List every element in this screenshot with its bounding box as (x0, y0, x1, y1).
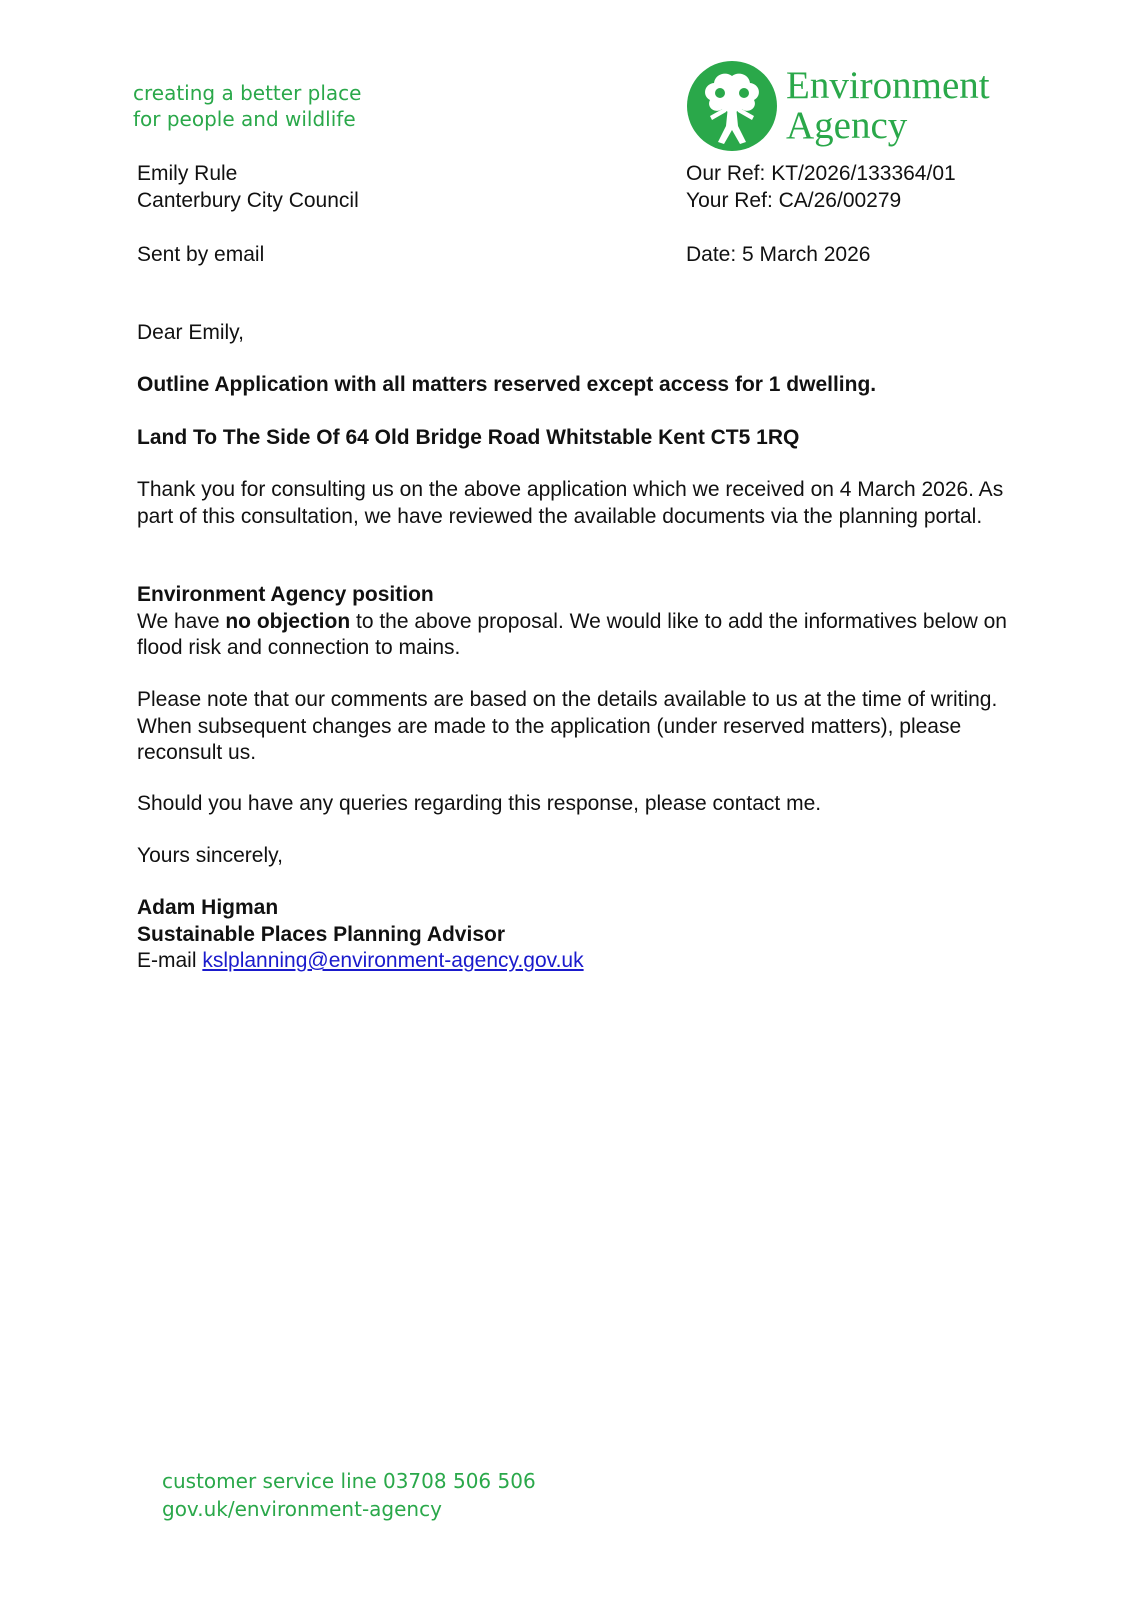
email-link[interactable]: kslplanning@environment-agency.gov.uk (202, 949, 584, 972)
references (686, 160, 956, 214)
subject-line-1: Outline Application with all matters reserved except access for 1 dwelling. (137, 373, 877, 396)
position-section (137, 582, 1017, 662)
your-ref: Your Ref: CA/26/00279 (686, 189, 902, 212)
footer (162, 1467, 536, 1523)
customer-service-line: customer service line 03708 506 506 (162, 1469, 536, 1493)
position-heading: Environment Agency position (137, 583, 434, 606)
delivery-method: Sent by email (137, 243, 265, 266)
logo-wordmark (786, 66, 990, 146)
position-text-post: to the above proposal. We would like to add the informatives below on flood risk and connection to mains. (137, 609, 1007, 659)
subject-line-2: Land To The Side Of 64 Old Bridge Road Whitstable Kent CT5 1RQ (137, 426, 800, 449)
recipient-name: Emily Rule (137, 162, 238, 185)
recipient-address (137, 160, 359, 214)
email-line (137, 948, 1017, 975)
signatory-title: Sustainable Places Planning Advisor (137, 922, 506, 946)
logo-line-1: Environment (786, 64, 990, 107)
tagline-line-1: creating a better place (133, 81, 362, 105)
tagline-line-2: for people and wildlife (133, 107, 356, 131)
paragraph-reserved-matters: Please note that our comments are based on the details available to us at the time of writing. When subsequent changes are made to the application (under reserved matters), please reconsult us. (137, 688, 998, 764)
paragraph-consultation: Thank you for consulting us on the above application which we received on 4 March 2026. As part of this consultation, we have reviewed the available documents via the planning portal. (137, 478, 1004, 528)
recipient-org: Canterbury City Council (137, 189, 359, 212)
logo-line-2: Agency (786, 104, 908, 147)
signatory-name: Adam Higman (137, 896, 279, 919)
footer-website: gov.uk/environment-agency (162, 1497, 442, 1521)
tree-person-icon (686, 60, 778, 152)
no-objection: no objection (225, 609, 351, 633)
our-ref: Our Ref: KT/2026/133364/01 (686, 162, 956, 185)
salutation: Dear Emily, (137, 321, 244, 344)
position-text-pre: We have (137, 609, 226, 633)
closing: Yours sincerely, (137, 844, 283, 867)
tagline (133, 80, 361, 132)
letter-date: Date: 5 March 2026 (686, 243, 871, 266)
signature-block (137, 895, 1017, 975)
email-label: E-mail (137, 949, 203, 972)
position-text (137, 609, 1017, 662)
environment-agency-logo (686, 60, 1016, 155)
paragraph-queries: Should you have any queries regarding this response, please contact me. (137, 792, 822, 815)
